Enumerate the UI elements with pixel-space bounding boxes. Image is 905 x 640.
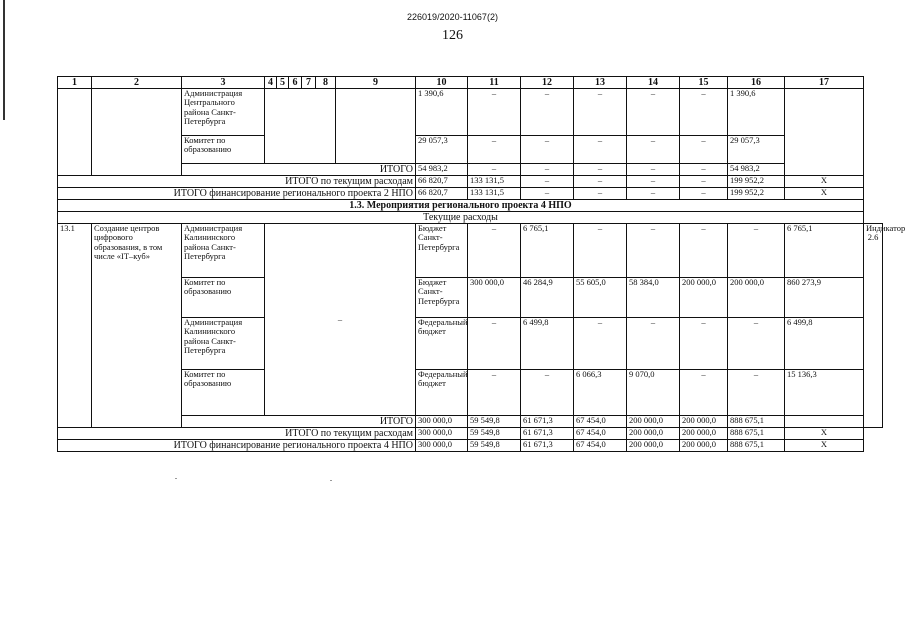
scan-speck (330, 480, 332, 481)
section-title: 1.3. Мероприятия регионального проекта 4 НПО (58, 200, 864, 212)
col-number: 7 (302, 77, 316, 89)
col-number: 5 (277, 77, 289, 89)
col-number: 15 (680, 77, 728, 89)
itogo-current-row: ИТОГО по текущим расходам 300 000,0 59 549,8 61 671,3 67 454,0 200 000,0 200 000,0 888 675,1 Х (58, 428, 883, 440)
col-number: 11 (468, 77, 521, 89)
column-number-row (58, 77, 883, 89)
executor-cell: Комитет по образованию (182, 136, 265, 164)
col-number: 6 (289, 77, 302, 89)
table-row: Администрация Калининского района Санкт-Петербурга Федеральный бюджет – 6 499,8 – – – – 6 499,8 (58, 318, 883, 370)
col-number: 3 (182, 77, 265, 89)
item-name: Создание центров цифрового образования, в том числе «IT–куб» (92, 224, 182, 428)
funding-source: Федеральный бюджет (416, 318, 468, 370)
col-number: 9 (336, 77, 416, 89)
funding-source: Бюджет Санкт-Петербурга (416, 224, 468, 278)
itogo-project-row: ИТОГО финансирование регионального проекта 4 НПО 300 000,0 59 549,8 61 671,3 67 454,0 200 000,0 200 000,0 888 675,1 Х (58, 440, 883, 452)
col-number: 8 (316, 77, 336, 89)
executor-cell: Администрация Калининского района Санкт-Петербурга (182, 318, 265, 370)
document-code: 226019/2020-11067(2) (407, 12, 498, 22)
executor-cell: Администрация Центрального района Санкт-Петербурга (182, 89, 265, 136)
executor-cell: Комитет по образованию (182, 370, 265, 416)
col-number: 2 (92, 77, 182, 89)
col-number: 4 (265, 77, 277, 89)
itogo-project-row: ИТОГО финансирование регионального проекта 2 НПО 66 820,7 133 131,5 – – – – 199 952,2 Х (58, 188, 883, 200)
executor-cell: Администрация Калининского района Санкт-Петербурга (182, 224, 265, 278)
table-row: Комитет по образованию Бюджет Санкт-Петербурга 300 000,0 46 284,9 55 605,0 58 384,0 200 000,0 200 000,0 860 273,9 (58, 278, 883, 318)
indicator-cell: Индикатор 2.6 (864, 224, 883, 428)
section-heading-row (58, 200, 883, 212)
funding-source: Федеральный бюджет (416, 370, 468, 416)
table-row: Администрация Центрального района Санкт-Петербурга 1 390,6 – – – – – 1 390,6 (58, 89, 883, 136)
table-row: 13.1 Создание центров цифрового образования, в том числе «IT–куб» Администрация Калининского района Санкт-Петербурга – Бюджет Санкт-Петербурга – 6 765,1 – – – – 6 765,1 Индикатор 2.6 (58, 224, 883, 278)
itogo-row: ИТОГО 300 000,0 59 549,8 61 671,3 67 454,0 200 000,0 200 000,0 888 675,1 (58, 416, 883, 428)
col-number: 17 (785, 77, 864, 89)
table-row: Комитет по образованию 29 057,3 – – – – – 29 057,3 (58, 136, 883, 164)
scan-speck (175, 478, 177, 479)
col-number: 16 (728, 77, 785, 89)
table-row: Комитет по образованию Федеральный бюджет – – 6 066,3 9 070,0 – – 15 136,3 (58, 370, 883, 416)
col-number: 13 (574, 77, 627, 89)
item-number: 13.1 (58, 224, 92, 428)
itogo-current-row: ИТОГО по текущим расходам 66 820,7 133 131,5 – – – – 199 952,2 Х (58, 176, 883, 188)
funding-source: Бюджет Санкт-Петербурга (416, 278, 468, 318)
col-number: 1 (58, 77, 92, 89)
col-number: 14 (627, 77, 680, 89)
subsection-title: Текущие расходы (58, 212, 864, 224)
budget-table (57, 76, 905, 452)
page-number: 126 (442, 28, 463, 43)
col-number: 12 (521, 77, 574, 89)
subsection-heading-row (58, 212, 883, 224)
itogo-row: ИТОГО 54 983,2 – – – – – 54 983,2 (58, 164, 883, 176)
col-number: 10 (416, 77, 468, 89)
executor-cell: Комитет по образованию (182, 278, 265, 318)
